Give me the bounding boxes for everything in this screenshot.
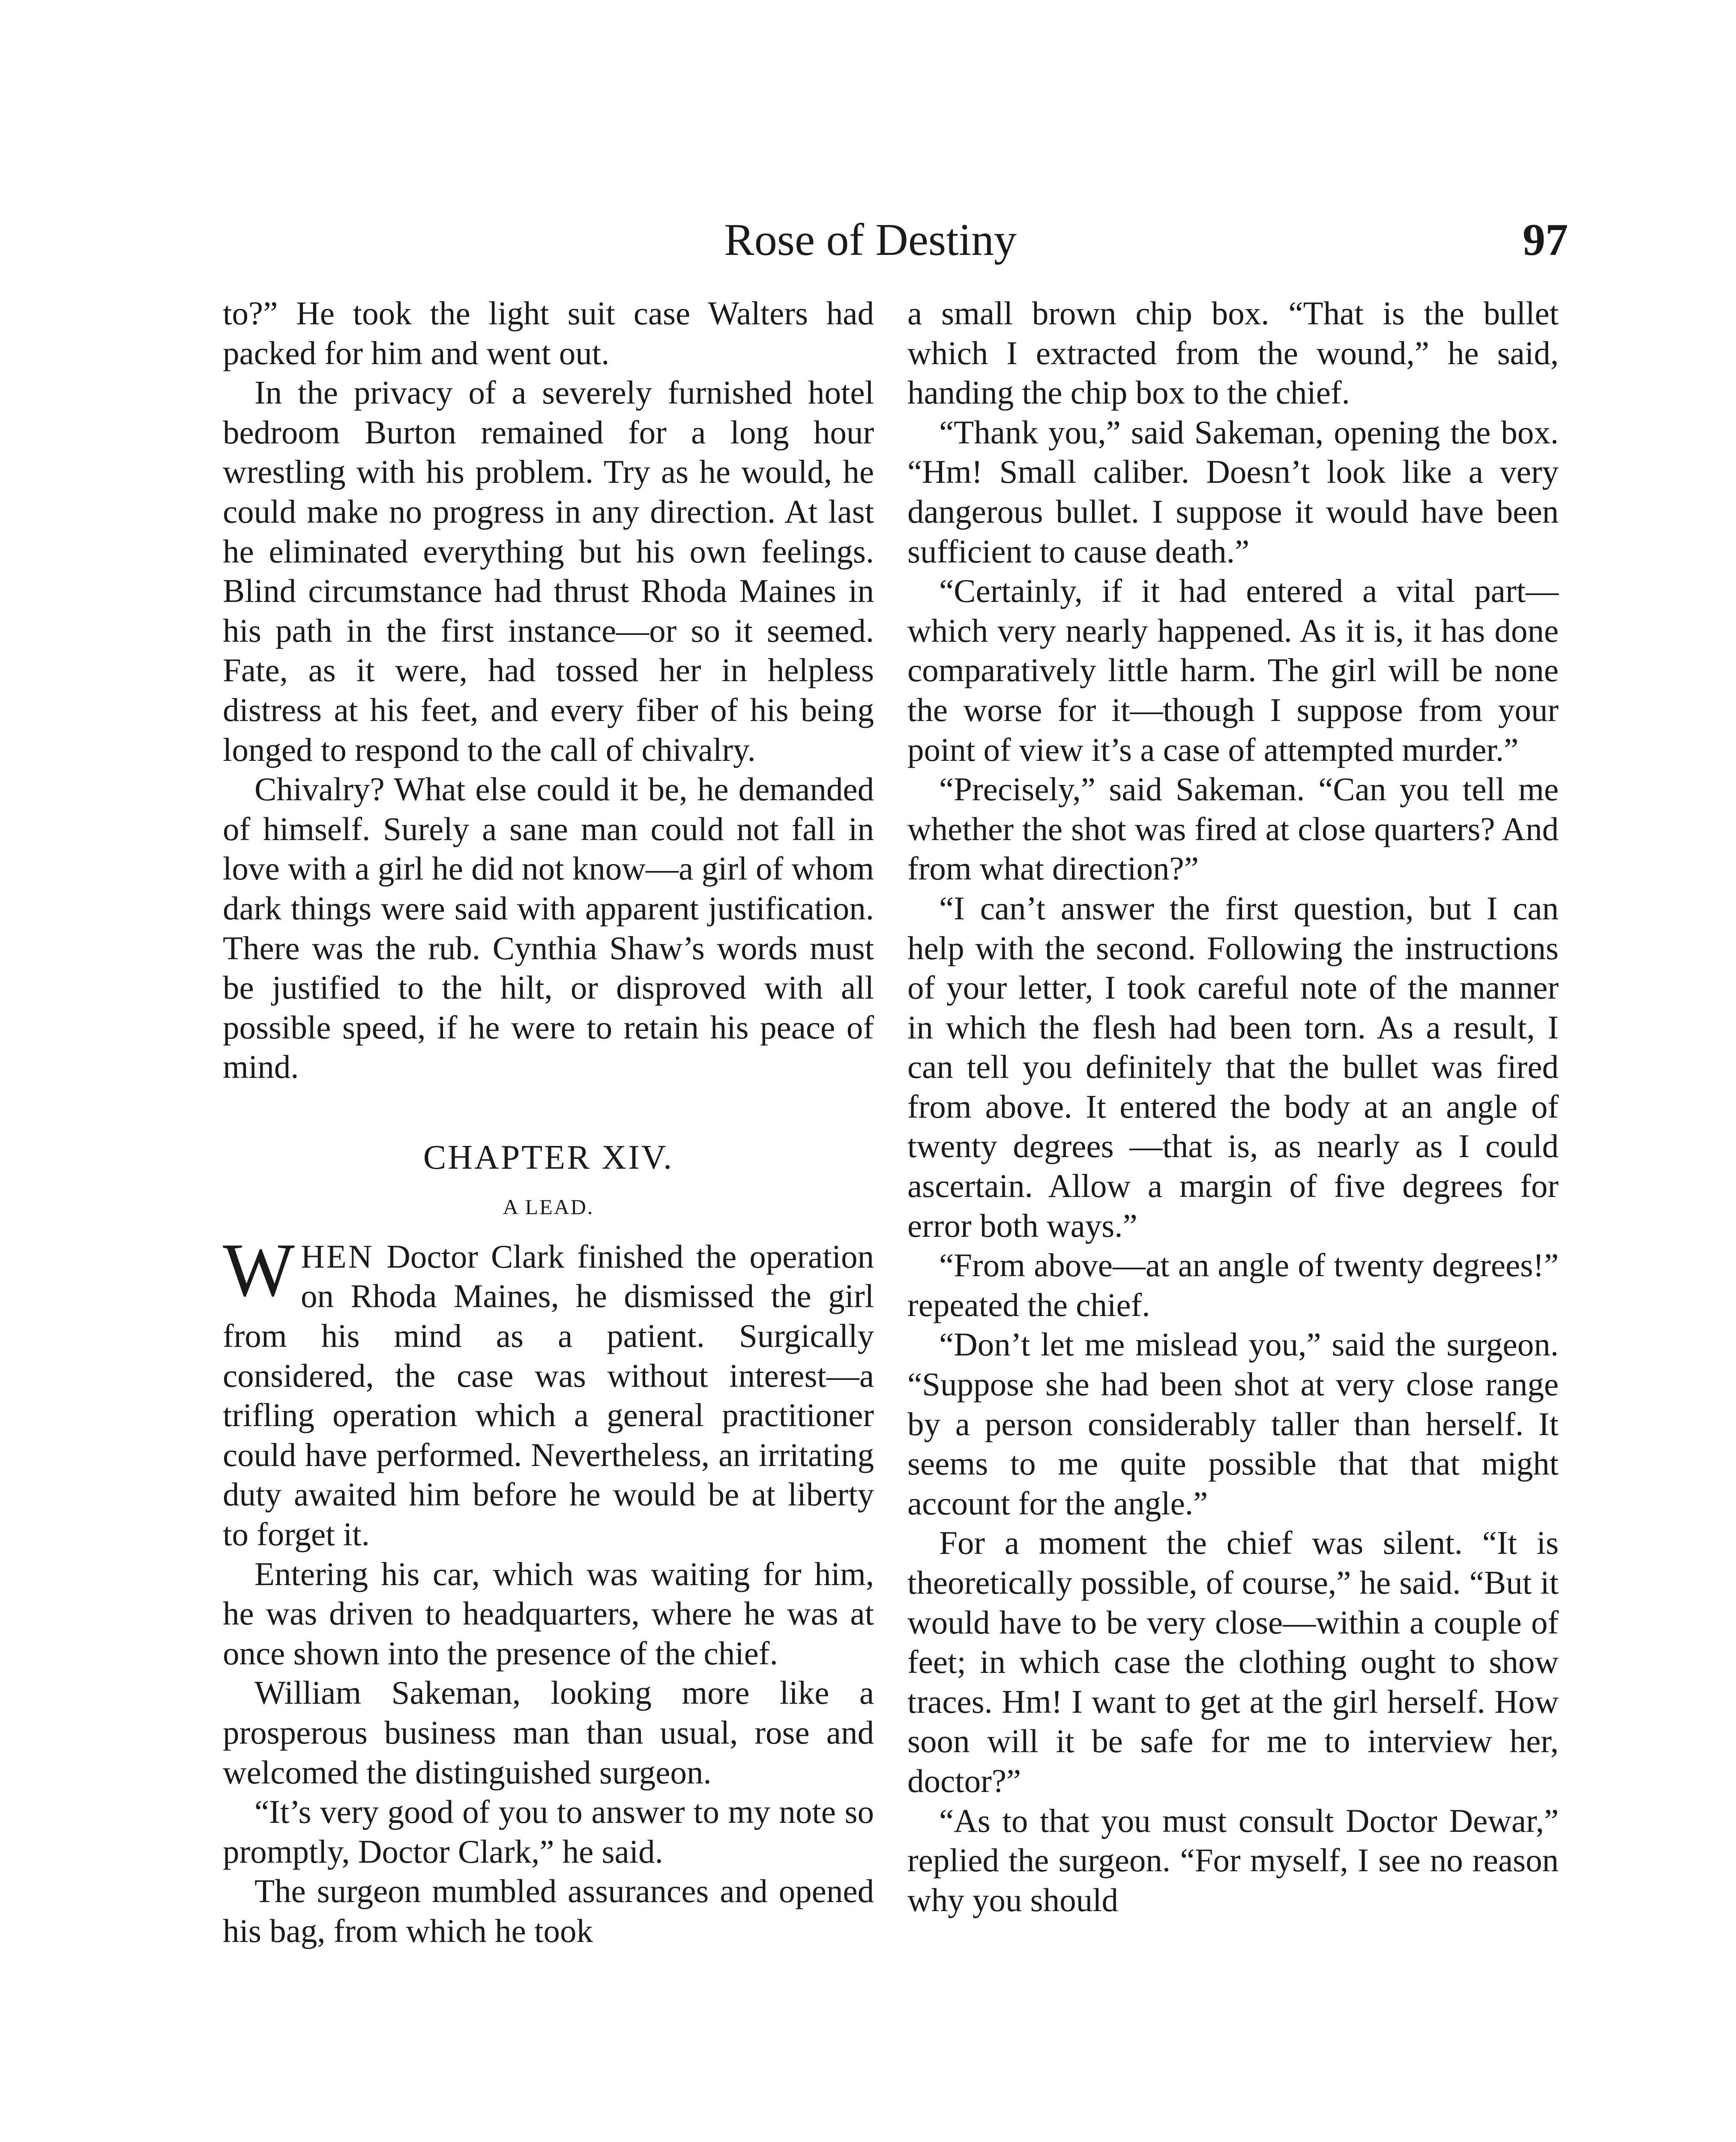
paragraph: Entering his car, which was waiting for him, he was driven to headquarters, where he was at once shown into the presence of the chief. <box>223 1555 874 1672</box>
running-title: Rose of Destiny <box>724 215 1017 265</box>
paragraph: “Thank you,” said Sakeman, opening the box. “Hm! Small caliber. Doesn’t look like a very dangerous bullet. I suppose it would have been sufficient to cause death.” <box>907 413 1559 570</box>
paragraph: For a moment the chief was silent. “It is theoretically possible, of course,” he said. “But it would have to be very close—within a couple of feet; in which case the clothing ought to show traces. Hm! I want to get at the girl herself. How soon will it be safe for me to interview her, doctor?” <box>907 1524 1559 1799</box>
paragraph: “Certainly, if it had entered a vital part—which very nearly happened. As it is, it has done comparatively little harm. The girl will be none the worse for it—though I suppose from your point of view it’s a case of attempted murder.” <box>907 572 1559 768</box>
paragraph: to?” He took the light suit case Walters had packed for him and went out. <box>223 295 874 371</box>
chapter-title: CHAPTER XIV. <box>423 1138 674 1176</box>
paragraph: “From above—at an angle of twenty degrees!” repeated the chief. <box>907 1247 1559 1323</box>
paragraph: “I can’t answer the first question, but I can help with the second. Following the instructions of your letter, I took careful note of the manner in which the flesh had been torn. As a result, I can tell you definitely that the bullet was fired from above. It entered the body at an angle of twenty degrees —that is, as nearly as I could ascertain. Allow a margin of five degrees for error both ways.” <box>907 889 1559 1244</box>
right-column <box>907 293 1559 1920</box>
drop-cap: W <box>223 1227 295 1312</box>
paragraph: The surgeon mumbled assurances and opened his bag, from which he took <box>223 1873 874 1949</box>
paragraph: a small brown chip box. “That is the bullet which I extracted from the wound,” he said, handing the chip box to the chief. <box>907 295 1559 411</box>
chapter-subtitle: A LEAD. <box>503 1194 594 1219</box>
page-number: 97 <box>1523 215 1568 265</box>
paragraph: “Precisely,” said Sakeman. “Can you tell me whether the shot was fired at close quarters? And from what direction?” <box>907 771 1559 887</box>
opening-text: Doctor Clark finished the operation on Rhoda Maines, he dismissed the girl from his mind as a patient. Surgically considered, the case was without interest—a trifling operation which a general practitioner could have performed. Nevertheless, an irritating duty awaited him before he would be at liberty to forget it. <box>223 1238 874 1553</box>
opening-paragraph <box>223 1227 874 1554</box>
paragraph: “Don’t let me mislead you,” said the surgeon. “Suppose she had been shot at very close range by a person considerably taller than herself. It seems to me quite possible that that might account for the angle.” <box>907 1326 1559 1522</box>
paragraph: “It’s very good of you to answer to my note so promptly, Doctor Clark,” he said. <box>223 1793 874 1870</box>
running-header <box>214 210 1568 270</box>
paragraph: “As to that you must consult Doctor Dewar,” replied the surgeon. “For myself, I see no reason why you should <box>907 1802 1559 1918</box>
paragraph: William Sakeman, looking more like a prosperous business man than usual, rose and welcomed the distinguished surgeon. <box>223 1674 874 1791</box>
paragraph: Chivalry? What else could it be, he demanded of himself. Surely a sane man could not fall in love with a girl he did not know—a girl of whom dark things were said with apparent justification. There was the rub. Cynthia Shaw’s words must be justified to the hilt, or disproved with all possible speed, if he were to retain his peace of mind. <box>223 771 874 1086</box>
left-column <box>223 293 874 1951</box>
paragraph: In the privacy of a severely furnished hotel bedroom Burton remained for a long hour wrestling with his problem. Try as he would, he could make no progress in any direction. At last he eliminated everything but his own feelings. Blind circumstance had thrust Rhoda Maines in his path in the first instance—or so it seemed. Fate, as it were, had tossed her in helpless distress at his feet, and every fiber of his being longed to respond to the call of chivalry. <box>223 374 874 768</box>
opening-small-caps: HEN <box>301 1238 374 1275</box>
